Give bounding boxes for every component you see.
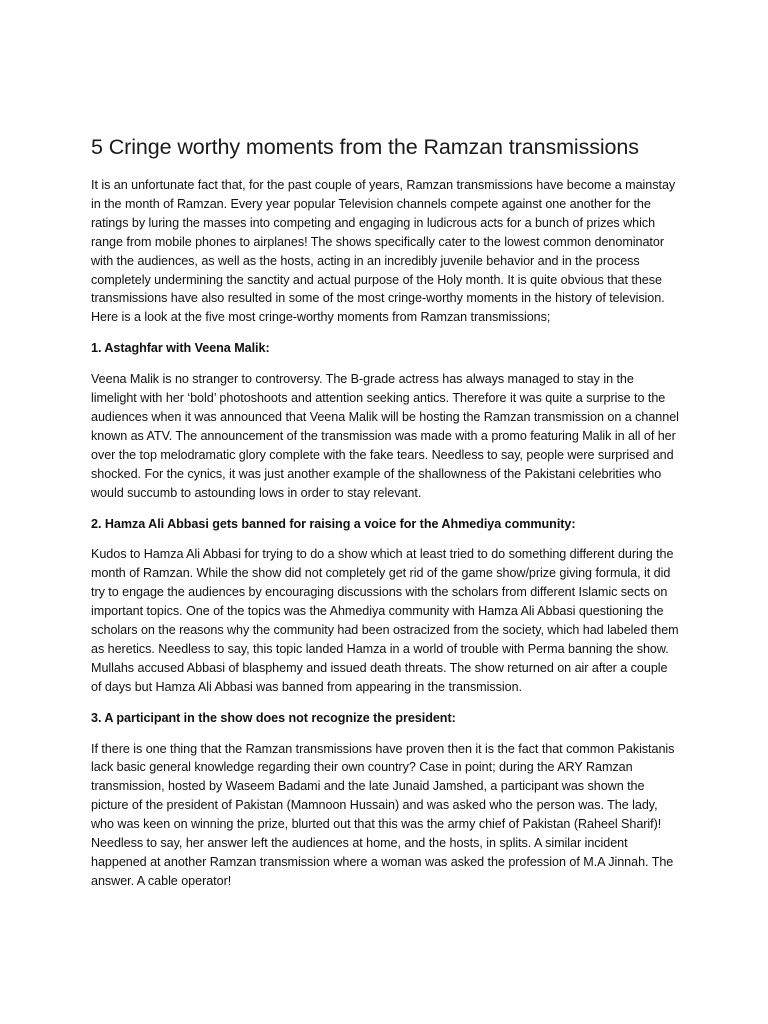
document-page (91, 132, 681, 903)
document-title: 5 Cringe worthy moments from the Ramzan transmissions (91, 135, 639, 159)
section-body-2: Kudos to Hamza Ali Abbasi for trying to do a show which at least tried to do something different during the month of Ramzan. While the show did not completely get rid of the game show/prize giving formula, it did try to engage the audiences by encouraging discussions with the scholars from different Islamic sects on important topics. One of the topics was the Ahmediya community with Hamza Ali Abbasi questioning the scholars on the reasons why the community had been ostracized from the society, which had labeled them as heretics. Needless to say, this topic landed Hamza in a world of trouble with Perma banning the show. Mullahs accused Abbasi of blasphemy and issued death threats. The show returned on air after a couple of days but Hamza Ali Abbasi was banned from appearing in the transmission. (91, 547, 679, 694)
section-heading-2: 2. Hamza Ali Abbasi gets banned for raising a voice for the Ahmediya community: (91, 516, 576, 531)
section-body-3: If there is one thing that the Ramzan transmissions have proven then it is the fact that common Pakistanis lack basic general knowledge regarding their own country? Case in point; during the ARY Ramzan transmission, hosted by Waseem Badami and the late Junaid Jamshed, a participant was shown the picture of the president of Pakistan (Mamnoon Hussain) and was asked who the person was. The lady, who was keen on winning the prize, blurted out that this was the army chief of Pakistan (Raheel Sharif)! Needless to say, her answer left the audiences at home, and the hosts, in splits. A similar incident happened at another Ramzan transmission where a woman was asked the profession of M.A Jinnah. The answer. A cable operator! (91, 741, 675, 888)
section-heading-1: 1. Astaghfar with Veena Malik: (91, 341, 270, 356)
intro-paragraph: It is an unfortunate fact that, for the past couple of years, Ramzan transmissions have become a mainstay in the month of Ramzan. Every year popular Television channels compete against one another for the ratings by luring the masses into competing and engaging in ludicrous acts for a bunch of prizes which range from mobile phones to airplanes! The shows specifically cater to the lowest common denominator with the audiences, as well as the hosts, acting in an incredibly juvenile behavior and in the process completely undermining the sanctity and actual purpose of the Holy month. It is quite obvious that these transmissions have also resulted in some of the most cringe-worthy moments in the history of television. Here is a look at the five most cringe-worthy moments from Ramzan transmissions; (91, 178, 676, 325)
section-heading-3: 3. A participant in the show does not recognize the president: (91, 710, 456, 725)
section-body-1: Veena Malik is no stranger to controversy. The B-grade actress has always managed to stay in the limelight with her ‘bold’ photoshoots and attention seeking antics. Therefore it was quite a surprise to the audiences when it was announced that Veena Malik will be hosting the Ramzan transmission on a channel known as ATV. The announcement of the transmission was made with a promo featuring Malik in all of her over the top melodramatic glory complete with the fake tears. Needless to say, people were surprised and shocked. For the cynics, it was just another example of the shallowness of the Pakistani celebrities who would succumb to astounding lows in order to stay relevant. (91, 372, 679, 500)
